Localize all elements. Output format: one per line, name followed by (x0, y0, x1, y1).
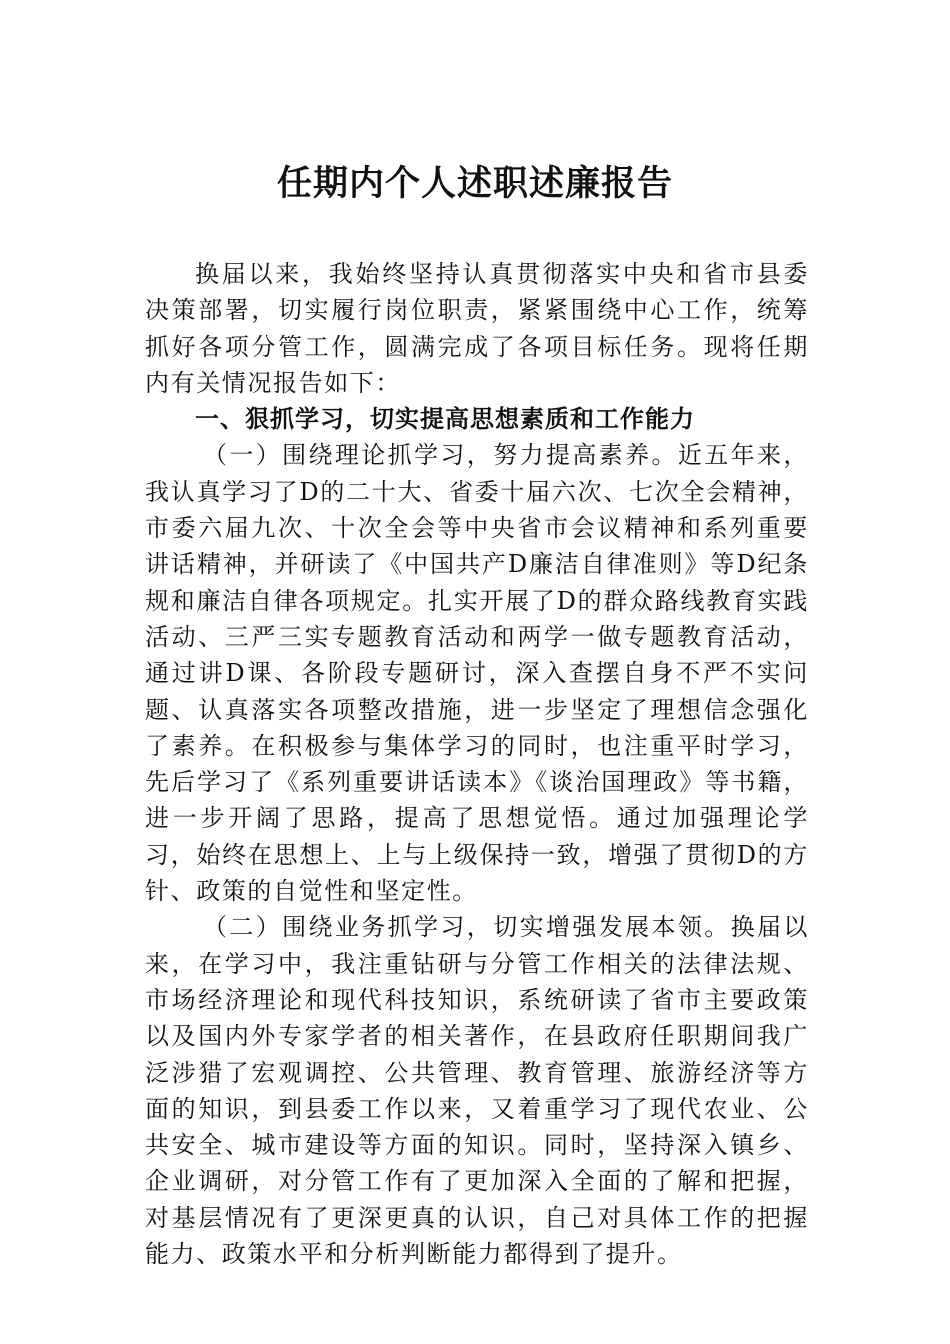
section-heading-1: 一、狠抓学习，切实提高思想素质和工作能力 (195, 405, 695, 434)
subsection-paragraph-1: （一）围绕理论抓学习，努力提高素养。近五年来，我认真学习了D的二十大、省委十届六次、七次全会精神，市委六届九次、十次全会等中央省市会议精神和系列重要讲话精神，并研读了《中国共产D廉洁自律准则》等D纪条规和廉洁自律各项规定。扎实开展了D的群众路线教育实践活动、三严三实专题教育活动和两学一做专题教育活动，通过讲D课、各阶段专题研讨，深入查摆自身不严不实问题、认真落实各项整改措施，进一步坚定了理想信念强化了素养。在积极参与集体学习的同时，也注重平时学习，先后学习了《系列重要讲话读本》《谈治国理政》等书籍，进一步开阔了思路，提高了思想觉悟。通过加强理论学习，始终在思想上、上与上级保持一致，增强了贯彻D的方针、政策的自觉性和坚定性。 (145, 441, 809, 906)
document-title: 任期内个人述职述廉报告 (276, 163, 673, 204)
subsection-paragraph-2: （二）围绕业务抓学习，切实增强发展本领。换届以来，在学习中，我注重钻研与分管工作相关的法律法规、市场经济理论和现代科技知识，系统研读了省市主要政策以及国内外专家学者的相关著作，在县政府任职期间我广泛涉猎了宏观调控、公共管理、教育管理、旅游经济等方面的知识，到县委工作以来，又着重学习了现代农业、公共安全、城市建设等方面的知识。同时，坚持深入镇乡、企业调研，对分管工作有了更加深入全面的了解和把握，对基层情况有了更深更真的认识，自己对具体工作的把握能力、政策水平和分析判断能力都得到了提升。 (145, 913, 809, 1269)
intro-paragraph: 换届以来，我始终坚持认真贯彻落实中央和省市县委决策部署，切实履行岗位职责，紧紧围绕中心工作，统筹抓好各项分管工作，圆满完成了各项目标任务。现将任期内有关情况报告如下： (145, 260, 809, 397)
document-body (145, 256, 809, 1272)
